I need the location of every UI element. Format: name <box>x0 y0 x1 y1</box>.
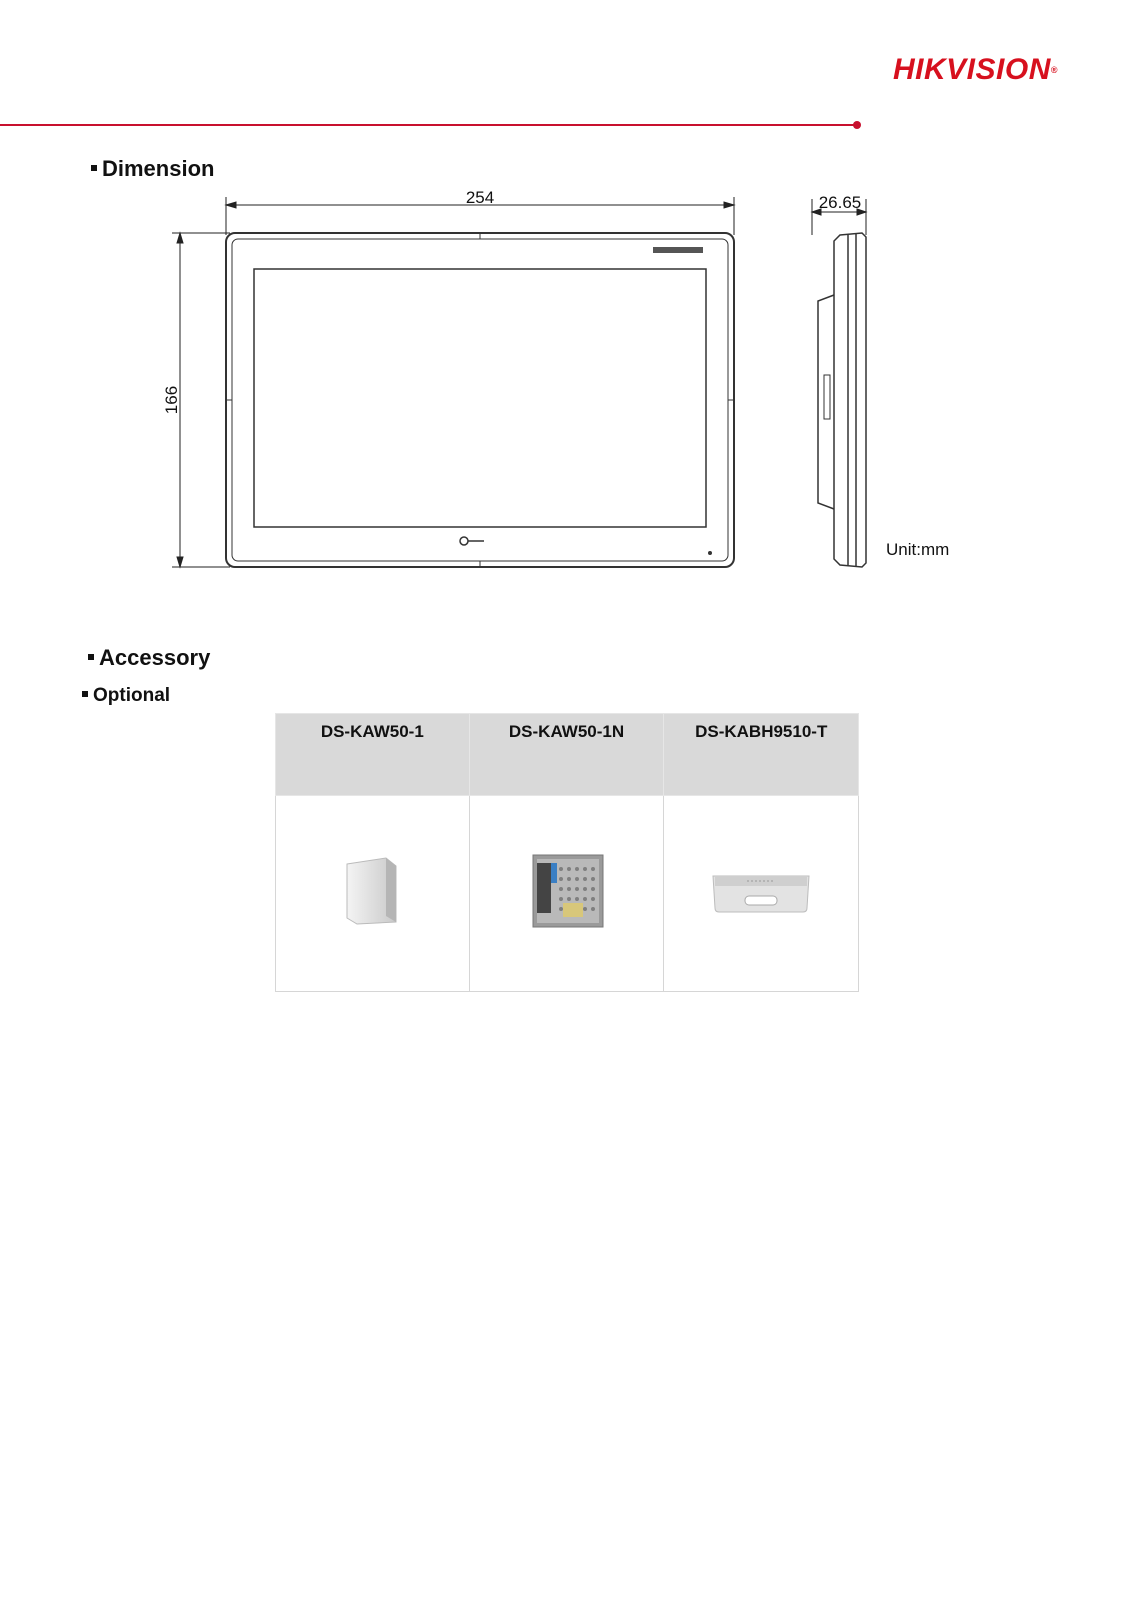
accessory-table <box>275 713 859 992</box>
side-view <box>818 233 866 567</box>
front-view <box>226 233 734 567</box>
optional-subheading: Optional <box>82 683 170 709</box>
bullet-icon <box>91 165 97 171</box>
table-cell <box>664 796 859 992</box>
dimension-heading: Dimension <box>91 156 214 182</box>
accessory-heading: Accessory <box>88 645 210 671</box>
depth-label: 26.65 <box>818 193 862 212</box>
bullet-icon <box>82 691 88 697</box>
column-header: DS-KABH9510-T <box>664 714 859 796</box>
wall-mount-box-image <box>342 856 402 926</box>
header-divider <box>0 124 855 126</box>
table-cell <box>276 796 470 992</box>
hikvision-logo: HIKVISION® <box>893 53 1059 86</box>
bullet-icon <box>88 654 94 660</box>
header-divider-dot <box>853 121 861 129</box>
dimension-drawing <box>150 185 1000 605</box>
column-header: DS-KAW50-1 <box>276 714 470 796</box>
table-header-row <box>276 714 859 796</box>
bracket-image <box>711 868 811 914</box>
height-label: 166 <box>162 385 181 415</box>
column-header: DS-KAW50-1N <box>469 714 664 796</box>
table-row <box>276 796 859 992</box>
unit-label: Unit:mm <box>886 540 950 559</box>
table-cell <box>469 796 664 992</box>
power-supply-image <box>511 849 623 933</box>
width-label: 254 <box>465 188 495 207</box>
